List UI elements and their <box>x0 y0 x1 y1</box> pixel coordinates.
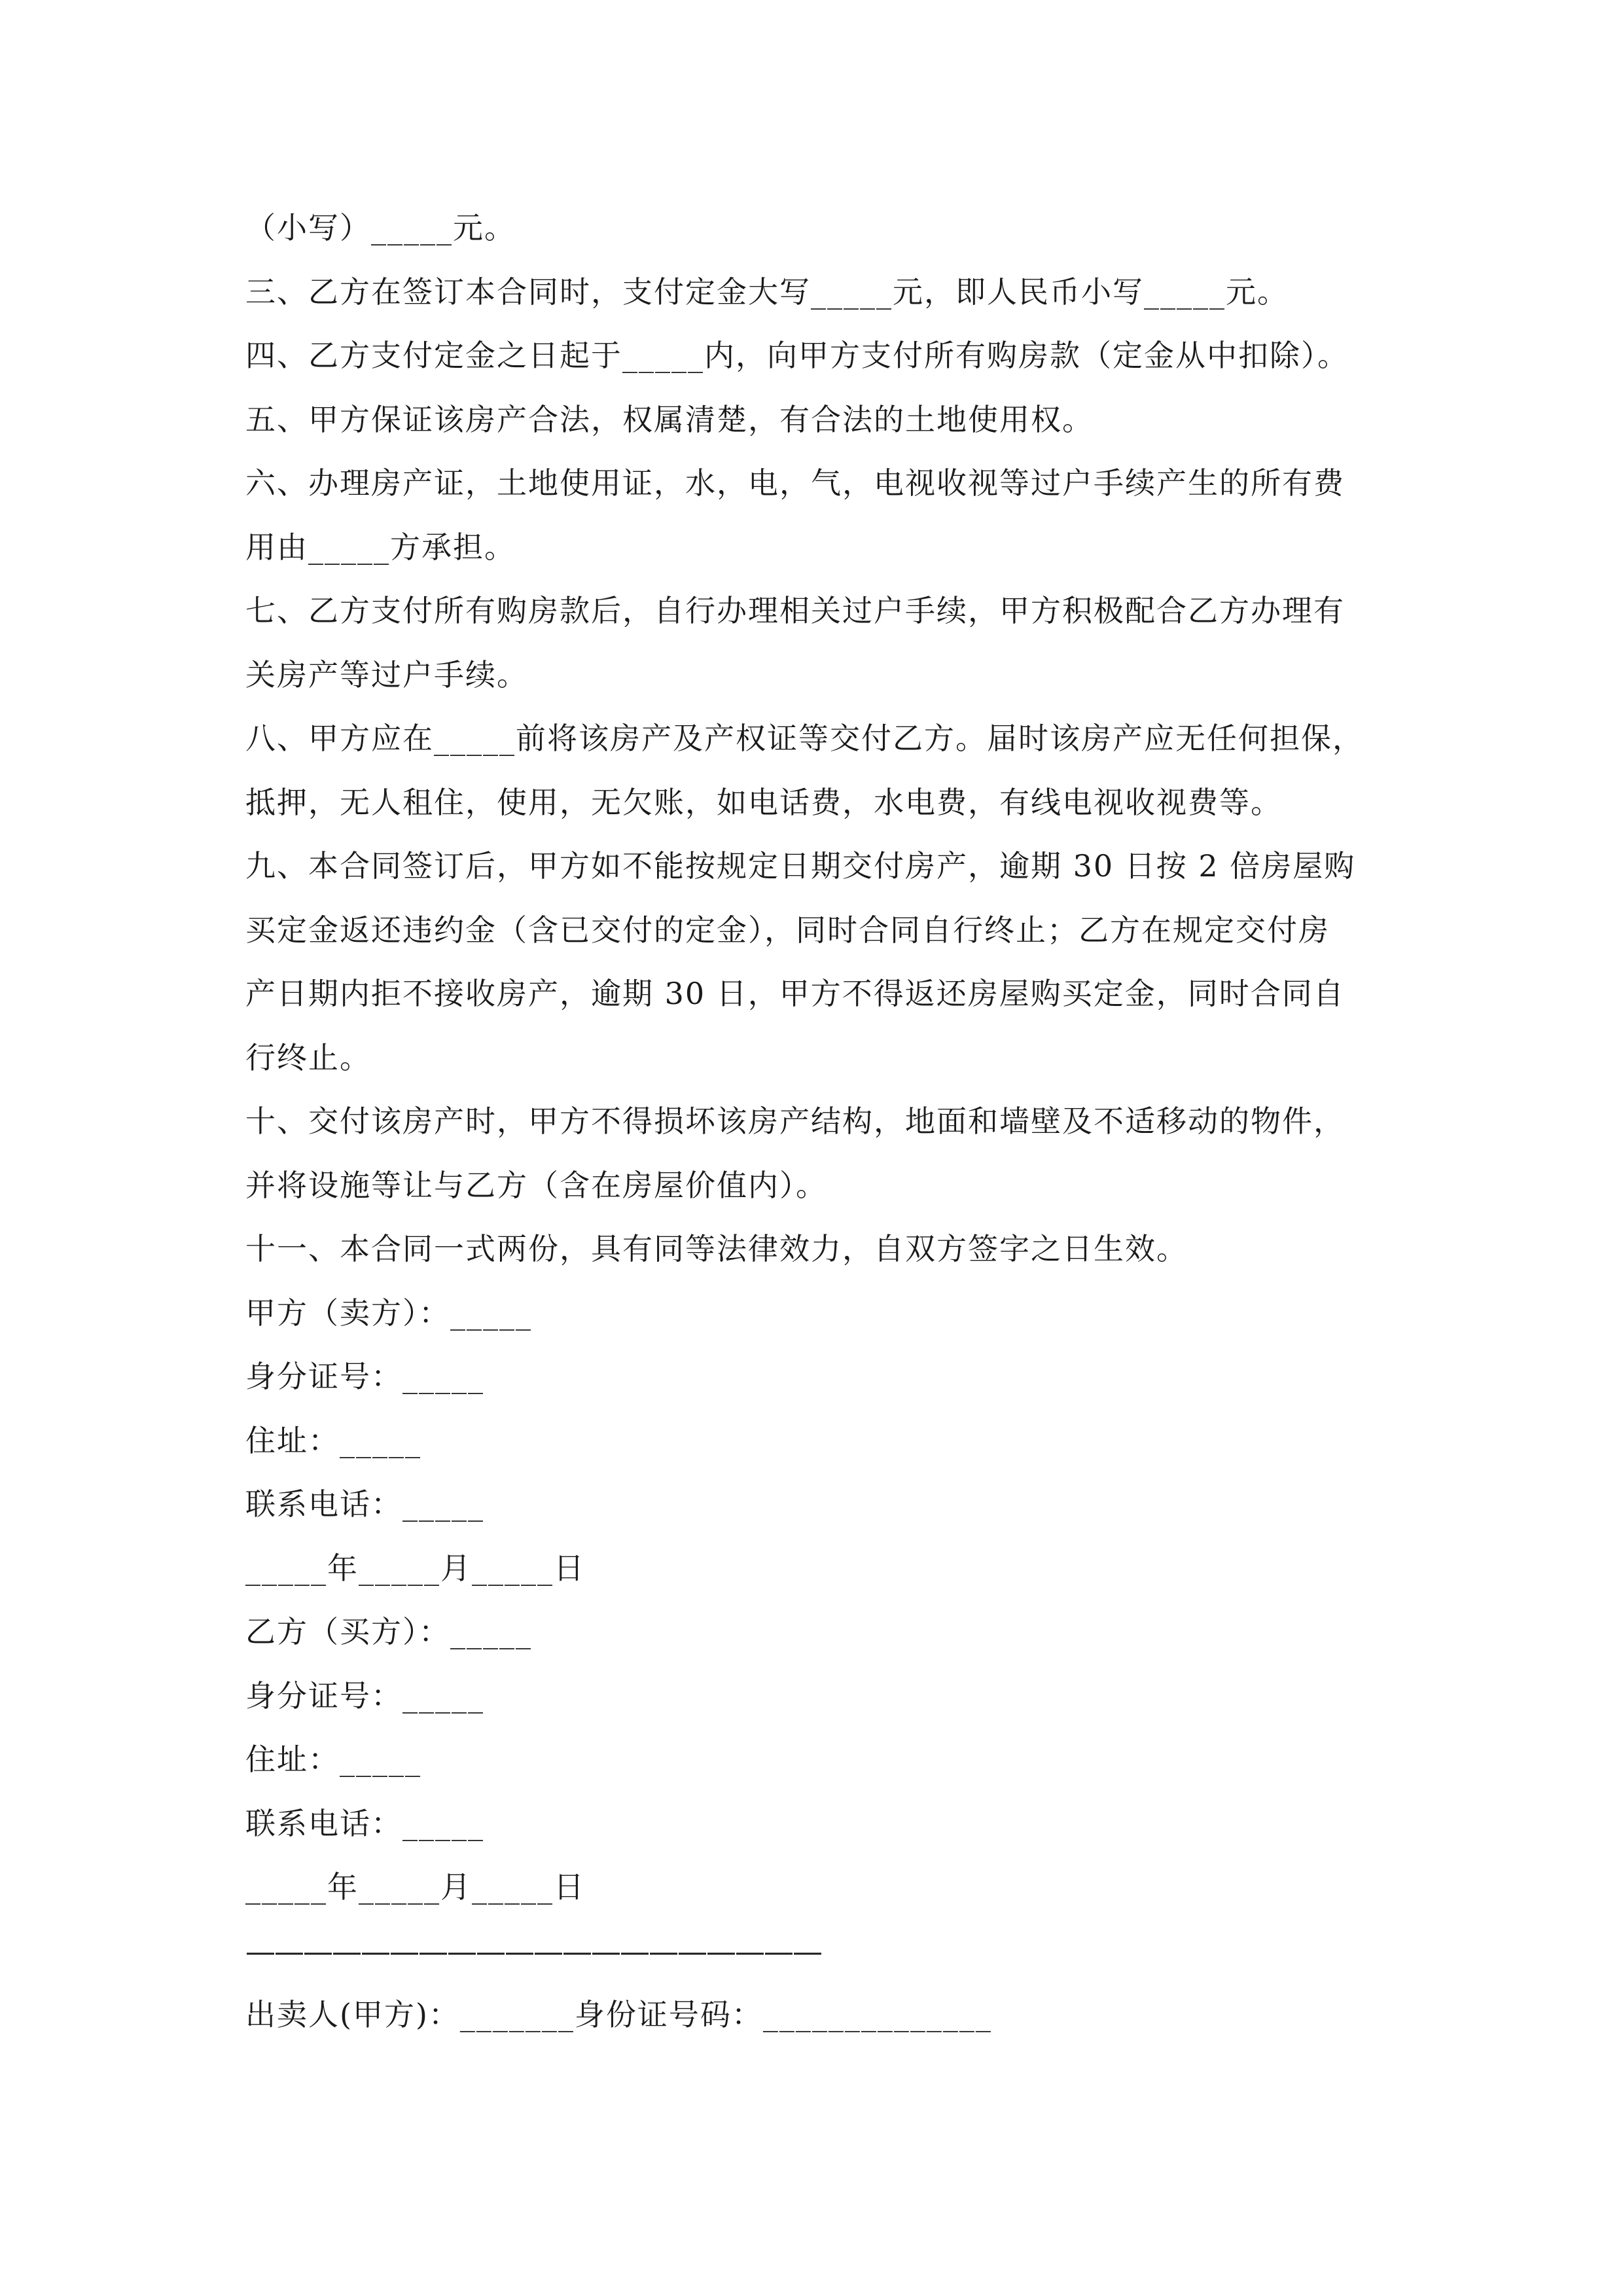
clause-7-cont: 关房产等过户手续。 <box>245 656 528 692</box>
clause-9: 九、本合同签订后，甲方如不能按规定日期交付房产，逾期 30 日按 2 倍房屋购 <box>245 848 1356 884</box>
seller-date-field: _____年_____月_____日 <box>245 1550 585 1586</box>
clause-10: 十、交付该房产时，甲方不得损坏该房产结构，地面和墙壁及不适移动的物件， <box>245 1103 1345 1139</box>
clause-9-cont: 买定金返还违约金（含已交付的定金），同时合同自行终止；乙方在规定交付房 <box>245 912 1330 948</box>
seller-phone-field: 联系电话：_____ <box>245 1486 484 1522</box>
clause-10-cont: 并将设施等让与乙方（含在房屋价值内）。 <box>245 1167 827 1203</box>
footer-seller-line: 出卖人(甲方)：_______身份证号码：______________ <box>245 1997 992 2032</box>
clause-3: 三、乙方在签订本合同时，支付定金大写_____元，即人民币小写_____元。 <box>245 274 1289 310</box>
clause-6: 六、办理房产证，土地使用证，水，电，气，电视收视等过户手续产生的所有费 <box>245 465 1345 501</box>
clause-8: 八、甲方应在_____前将该房产及产权证等交付乙方。届时该房产应无任何担保， <box>245 721 1364 756</box>
buyer-date-field: _____年_____月_____日 <box>245 1869 585 1905</box>
separator-rule: ———————————————————— <box>245 1933 821 1969</box>
clause-4: 四、乙方支付定金之日起于_____内，向甲方支付所有购房款（定金从中扣除）。 <box>245 338 1349 373</box>
clause-8-cont: 抵押，无人租住，使用，无欠账，如电话费，水电费，有线电视收视费等。 <box>245 784 1282 820</box>
buyer-phone-field: 联系电话：_____ <box>245 1805 484 1841</box>
buyer-id-field: 身分证号：_____ <box>245 1677 484 1713</box>
clause-5: 五、甲方保证该房产合法，权属清楚，有合法的土地使用权。 <box>245 401 1094 437</box>
buyer-address-field: 住址：_____ <box>245 1742 421 1777</box>
clause-7: 七、乙方支付所有购房款后，自行办理相关过户手续，甲方积极配合乙方办理有 <box>245 593 1345 628</box>
clause-6-cont: 用由_____方承担。 <box>245 529 516 565</box>
buyer-party-field: 乙方（买方）：_____ <box>245 1614 532 1649</box>
contract-body <box>245 196 1397 2047</box>
seller-party-field: 甲方（卖方）：_____ <box>245 1295 532 1331</box>
seller-address-field: 住址：_____ <box>245 1422 421 1458</box>
clause-9-cont: 产日期内拒不接收房产，逾期 30 日，甲方不得返还房屋购买定金，同时合同自 <box>245 976 1345 1011</box>
clause-11: 十一、本合同一式两份，具有同等法律效力，自双方签字之日生效。 <box>245 1231 1188 1266</box>
clause-line: （小写）_____元。 <box>245 210 516 245</box>
clause-9-cont: 行终止。 <box>245 1039 371 1075</box>
seller-id-field: 身分证号：_____ <box>245 1359 484 1394</box>
